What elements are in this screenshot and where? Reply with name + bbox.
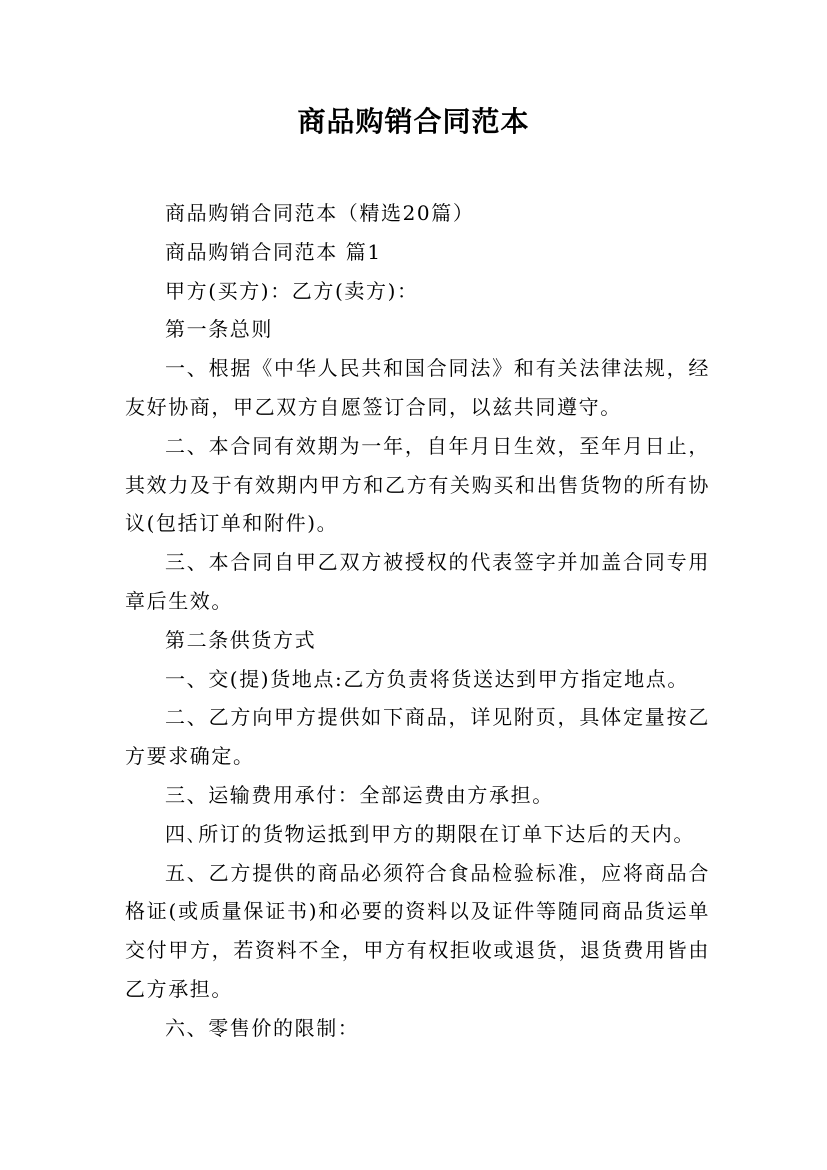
document-body: [125, 194, 710, 1048]
paragraph-article-2-heading: 第二条供货方式: [165, 627, 317, 652]
paragraph-section-heading: 商品购销合同范本 篇1: [165, 239, 382, 264]
paragraph-article-2-clause-2: 二、乙方向甲方提供如下商品，详见附页，具体定量按乙方要求确定。: [125, 705, 710, 769]
paragraph-article-1-clause-2: 二、本合同有效期为一年，自年月日生效，至年月日止，其效力及于有效期内甲方和乙方有关购买和出售货物的所有协议(包括订单和附件)。: [125, 433, 710, 536]
paragraph-article-2-clause-6: 六、零售价的限制：: [165, 1015, 360, 1040]
paragraph-subtitle: 商品购销合同范本（精选20篇）: [165, 201, 475, 225]
document-title: 商品购销合同范本: [297, 105, 530, 138]
paragraph-article-2-clause-4: 四､所订的货物运抵到甲方的期限在订单下达后的天内。: [165, 821, 695, 846]
paragraph-article-1-heading: 第一条总则: [165, 317, 273, 342]
paragraph-article-1-clause-1: 一、根据《中华人民共和国合同法》和有关法律法规，经友好协商，甲乙双方自愿签订合同，以兹共同遵守。: [125, 356, 710, 419]
paragraph-article-2-clause-1: 一、交(提)货地点:乙方负责将货送达到甲方指定地点。: [165, 666, 689, 691]
paragraph-article-1-clause-3: 三、本合同自甲乙双方被授权的代表签字并加盖合同专用章后生效。: [125, 550, 710, 613]
paragraph-parties: 甲方(买方)：乙方(卖方)：: [165, 278, 419, 303]
paragraph-article-2-clause-3: 三、运输费用承付：全部运费由方承担。: [165, 782, 554, 807]
paragraph-article-2-clause-5: 五、乙方提供的商品必须符合食品检验标准，应将商品合格证(或质量保证书)和必要的资料以及证件等随同商品货运单交付甲方，若资料不全，甲方有权拒收或退货，退货费用皆由乙方承担。: [125, 860, 710, 1001]
